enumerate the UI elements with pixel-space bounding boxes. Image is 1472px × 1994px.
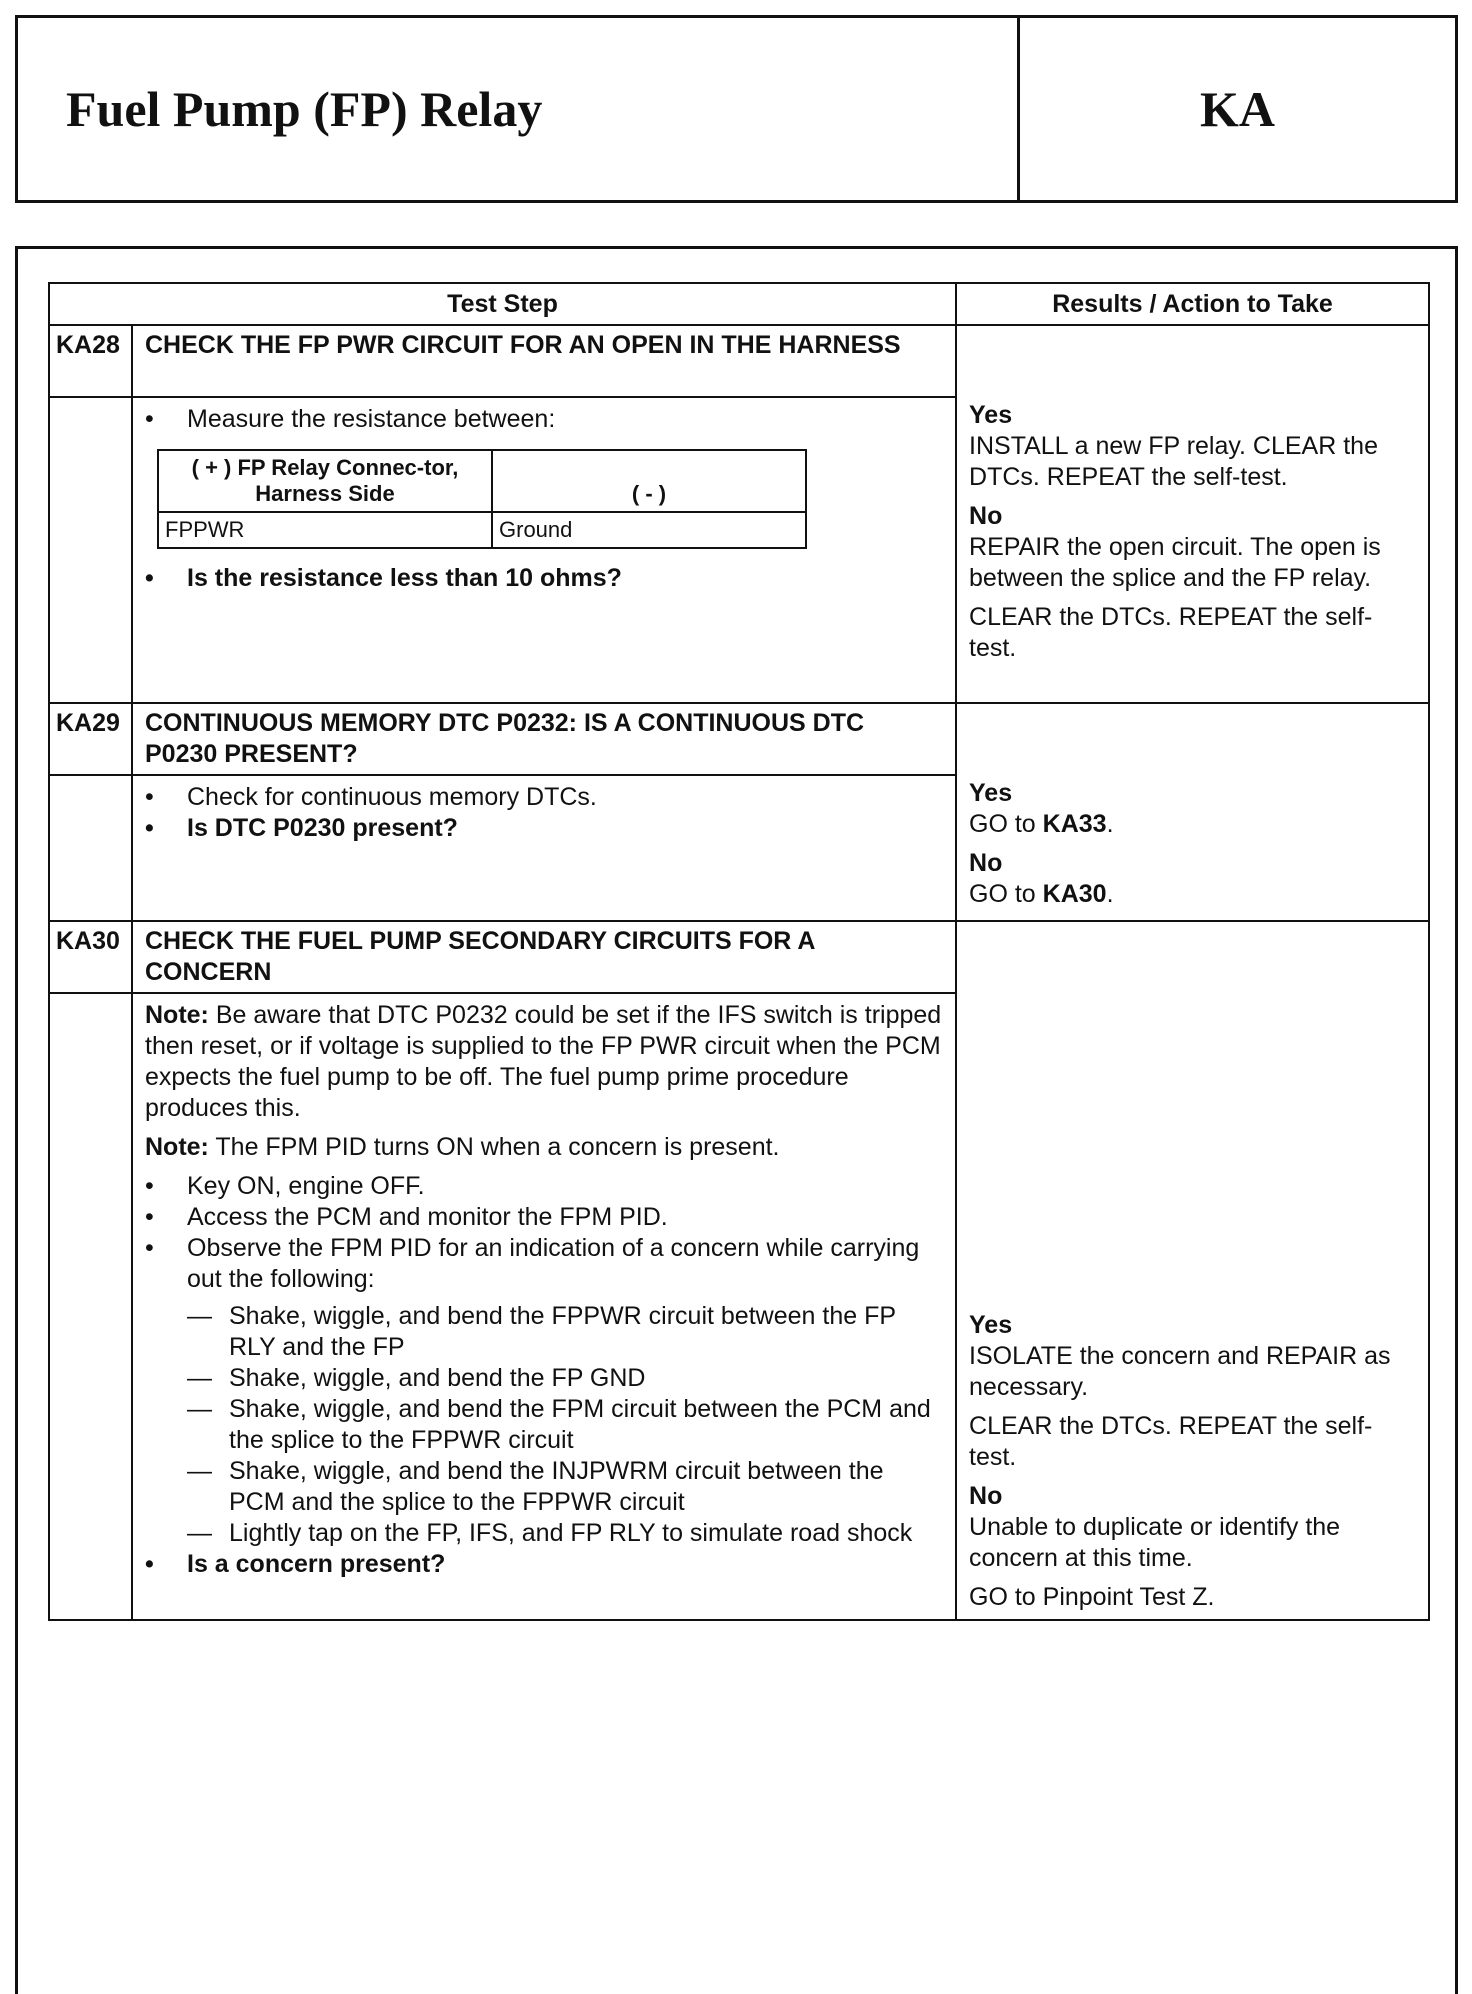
list-item: • Measure the resistance between:: [145, 404, 943, 435]
note: Note: Be aware that DTC P0232 could be set if the IFS switch is tripped then reset, or if voltage is supplied to the FP PWR circuit when the PCM expects the fuel pump to be off. The fuel pump prime procedure produces this.: [145, 1001, 942, 1122]
step-id-blank: [49, 775, 132, 921]
step-title: CHECK THE FUEL PUMP SECONDARY CIRCUITS FOR A CONCERN: [132, 921, 956, 993]
step-title: CONTINUOUS MEMORY DTC P0232: IS A CONTINUOUS DTC P0230 PRESENT?: [132, 703, 956, 775]
step-body: [132, 993, 956, 1620]
list-item: • Observe the FPM PID for an indication of a concern while carrying out the following:: [145, 1233, 943, 1295]
list-item: — Shake, wiggle, and bend the INJPWRM circuit between the PCM and the splice to the FPPWR circuit: [187, 1456, 943, 1518]
step-body: [132, 775, 956, 921]
no-action-2: CLEAR the DTCs. REPEAT the self-test.: [969, 603, 1373, 662]
test-step-table: [48, 282, 1430, 1621]
step-row-ka28-title: [49, 325, 1429, 397]
step-id: KA28: [49, 325, 132, 397]
list-item: — Lightly tap on the FP, IFS, and FP RLY to simulate road shock: [187, 1518, 943, 1549]
no-label: No: [969, 849, 1003, 877]
question: • Is DTC P0230 present?: [145, 813, 943, 844]
page-title: Fuel Pump (FP) Relay: [18, 18, 1020, 200]
page-header: [15, 15, 1458, 203]
step-title: CHECK THE FP PWR CIRCUIT FOR AN OPEN IN THE HARNESS: [132, 325, 956, 397]
no-action: GO to KA30.: [969, 880, 1114, 908]
no-action-2: GO to Pinpoint Test Z.: [969, 1583, 1215, 1611]
question: • Is the resistance less than 10 ohms?: [145, 563, 943, 594]
yes-action-2: CLEAR the DTCs. REPEAT the self-test.: [969, 1412, 1373, 1471]
section-code: KA: [1200, 81, 1275, 137]
step-results: [956, 921, 1429, 1620]
dash-list: [187, 1301, 943, 1549]
no-label: No: [969, 1482, 1003, 1510]
step-results: [956, 703, 1429, 921]
list-item: — Shake, wiggle, and bend the FPM circuit between the PCM and the splice to the FPPWR circuit: [187, 1394, 943, 1456]
yes-action: GO to KA33.: [969, 810, 1114, 838]
step-row-ka29-title: [49, 703, 1429, 775]
bullet-list: [145, 1171, 943, 1295]
step-id: KA29: [49, 703, 132, 775]
step-id: KA30: [49, 921, 132, 993]
step-id-blank: [49, 397, 132, 703]
question: • Is a concern present?: [145, 1549, 943, 1580]
step-ref-link[interactable]: KA33: [1042, 810, 1107, 838]
yes-label: Yes: [969, 779, 1013, 807]
list-item: — Shake, wiggle, and bend the FPPWR circuit between the FP RLY and the FP: [187, 1301, 943, 1363]
column-header-test-step: Test Step: [49, 283, 956, 325]
step-results: [956, 325, 1429, 703]
resistance-table: [157, 449, 807, 549]
yes-label: Yes: [969, 1311, 1013, 1339]
step-ref-link[interactable]: KA30: [1042, 880, 1107, 908]
step-body: [132, 397, 956, 703]
yes-action: ISOLATE the concern and REPAIR as necessary.: [969, 1342, 1391, 1401]
no-label: No: [969, 502, 1003, 530]
no-action: Unable to duplicate or identify the concern at this time.: [969, 1513, 1341, 1572]
list-item: — Shake, wiggle, and bend the FP GND: [187, 1363, 943, 1394]
no-action: REPAIR the open circuit. The open is between the splice and the FP relay.: [969, 533, 1381, 592]
step-id-blank: [49, 993, 132, 1620]
table-header-row: [49, 283, 1429, 325]
step-row-ka30-title: [49, 921, 1429, 993]
inner-header-positive: ( + ) FP Relay Connec-tor, Harness Side: [158, 450, 492, 512]
list-item: • Check for continuous memory DTCs.: [145, 782, 943, 813]
yes-action: INSTALL a new FP relay. CLEAR the DTCs. REPEAT the self-test.: [969, 432, 1378, 491]
inner-header-negative: ( - ): [492, 450, 806, 512]
inner-cell: Ground: [492, 512, 806, 548]
inner-cell: FPPWR: [158, 512, 492, 548]
note: Note: The FPM PID turns ON when a concern is present.: [145, 1133, 780, 1161]
list-item: • Access the PCM and monitor the FPM PID.: [145, 1202, 943, 1233]
yes-label: Yes: [969, 401, 1013, 429]
column-header-results: Results / Action to Take: [956, 283, 1429, 325]
list-item: • Key ON, engine OFF.: [145, 1171, 943, 1202]
